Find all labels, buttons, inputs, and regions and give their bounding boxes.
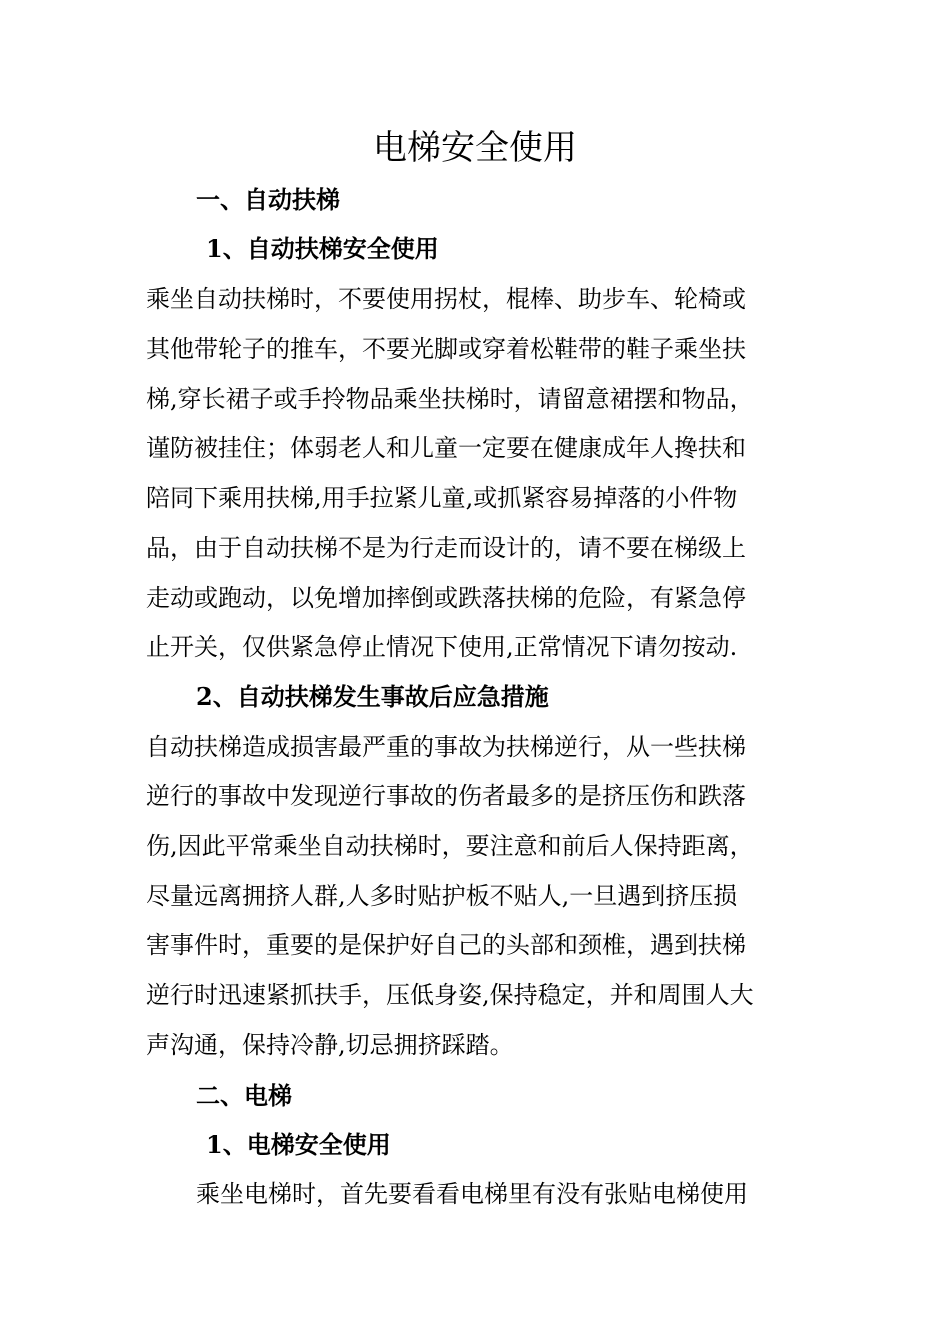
paragraph-line: 乘坐电梯时，首先要看看电梯里有没有张贴电梯使用 bbox=[196, 1180, 748, 1208]
document-title: 电梯安全使用 bbox=[373, 128, 577, 168]
paragraph-line: 伤,因此平常乘坐自动扶梯时，要注意和前后人保持距离， bbox=[146, 832, 754, 860]
paragraph-line: 走动或跑动，以免增加摔倒或跌落扶梯的危险，有紧急停 bbox=[146, 584, 746, 612]
section-heading-escalator: 一、自动扶梯 bbox=[196, 185, 340, 214]
paragraph-line: 尽量远离拥挤人群,人多时贴护板不贴人,一旦遇到挤压损 bbox=[146, 882, 738, 910]
subsection-heading-escalator-safe-use: 1、自动扶梯安全使用 bbox=[206, 234, 439, 263]
paragraph-line: 梯,穿长裙子或手拎物品乘坐扶梯时，请留意裙摆和物品， bbox=[146, 385, 754, 413]
paragraph-line: 品，由于自动扶梯不是为行走而设计的，请不要在梯级上 bbox=[146, 534, 746, 562]
subsection-heading-escalator-emergency: 2、自动扶梯发生事故后应急措施 bbox=[196, 682, 549, 711]
paragraph-line: 逆行的事故中发现逆行事故的伤者最多的是挤压伤和跌落 bbox=[146, 782, 746, 810]
paragraph-line: 害事件时，重要的是保护好自己的头部和颈椎，遇到扶梯 bbox=[146, 931, 746, 959]
paragraph-line: 自动扶梯造成损害最严重的事故为扶梯逆行，从一些扶梯 bbox=[146, 733, 746, 761]
paragraph-line: 乘坐自动扶梯时，不要使用拐杖，棍棒、助步车、轮椅或 bbox=[146, 285, 746, 313]
section-heading-elevator: 二、电梯 bbox=[196, 1081, 292, 1110]
paragraph-line: 陪同下乘用扶梯,用手拉紧儿童,或抓紧容易掉落的小件物 bbox=[146, 484, 738, 512]
paragraph-line: 声沟通，保持冷静,切忌拥挤踩踏。 bbox=[146, 1031, 514, 1059]
paragraph-line: 逆行时迅速紧抓扶手，压低身姿,保持稳定，并和周围人大 bbox=[146, 981, 754, 1009]
paragraph-line: 止开关，仅供紧急停止情况下使用,正常情况下请勿按动. bbox=[146, 633, 738, 661]
paragraph-line: 其他带轮子的推车，不要光脚或穿着松鞋带的鞋子乘坐扶 bbox=[146, 335, 746, 363]
paragraph-line: 谨防被挂住；体弱老人和儿童一定要在健康成年人搀扶和 bbox=[146, 434, 746, 462]
subsection-heading-elevator-safe-use: 1、电梯安全使用 bbox=[206, 1130, 391, 1159]
